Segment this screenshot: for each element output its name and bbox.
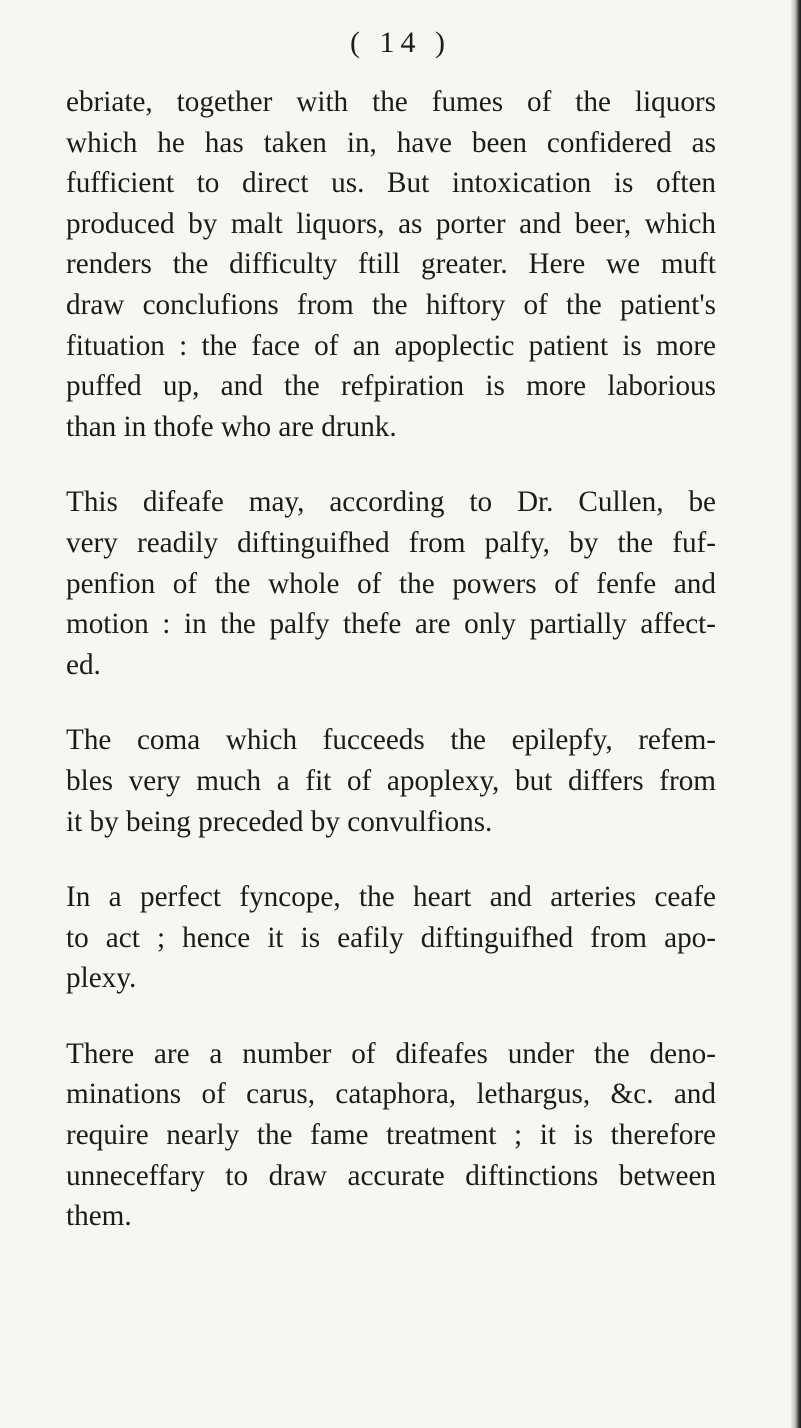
paragraph-liquors (66, 82, 716, 447)
text-line: than in thofe who are drunk. (66, 410, 397, 443)
text-line: which he has taken in, have been confidered as (66, 126, 716, 159)
text-line: ebriate, together with the fumes of the liquors (66, 86, 716, 118)
page-edge-shadow (791, 0, 801, 1428)
text-line: to act ; hence it is eafily diftinguifhed from apo- (66, 921, 716, 954)
text-line: very readily diftinguifhed from palfy, by the fuf- (66, 526, 716, 559)
text-line: draw conclufions from the hiftory of the patient's (66, 288, 716, 321)
text-line: unneceffary to draw accurate diftinctions between (66, 1159, 716, 1192)
paragraph-palfy (66, 482, 716, 685)
text-line: fituation : the face of an apoplectic patient is more (66, 329, 716, 362)
text-line: produced by malt liquors, as porter and beer, which (66, 207, 716, 240)
text-line: The coma which fucceeds the epilepfy, refem- (66, 724, 716, 757)
text-line: fufficient to direct us. But intoxication is often (66, 167, 716, 200)
text-line: ed. (66, 648, 101, 681)
text-line: This difeafe may, according to Dr. Cullen, be (66, 486, 716, 519)
text-line: motion : in the palfy thefe are only partially affect- (66, 608, 716, 641)
text-line: penfion of the whole of the powers of fenfe and (66, 567, 716, 600)
text-line: renders the difficulty ftill greater. Here we muft (66, 248, 716, 281)
paragraph-diseases (66, 1034, 716, 1237)
body-text (66, 82, 716, 1272)
text-line: bles very much a fit of apoplexy, but differs from (66, 764, 716, 797)
paragraph-coma (66, 720, 716, 842)
text-line: them. (66, 1200, 132, 1233)
text-line: In a perfect fyncope, the heart and arteries ceafe (66, 881, 716, 914)
text-line: minations of carus, cataphora, lethargus, &c. and (66, 1078, 716, 1111)
text-line: There are a number of difeafes under the deno- (66, 1037, 716, 1070)
text-line: require nearly the fame treatment ; it is therefore (66, 1119, 716, 1152)
text-line: plexy. (66, 962, 137, 995)
paragraph-syncope (66, 877, 716, 999)
page-number: ( 14 ) (350, 26, 451, 59)
text-line: it by being preceded by convulfions. (66, 805, 493, 838)
text-line: puffed up, and the refpiration is more laborious (66, 370, 716, 403)
